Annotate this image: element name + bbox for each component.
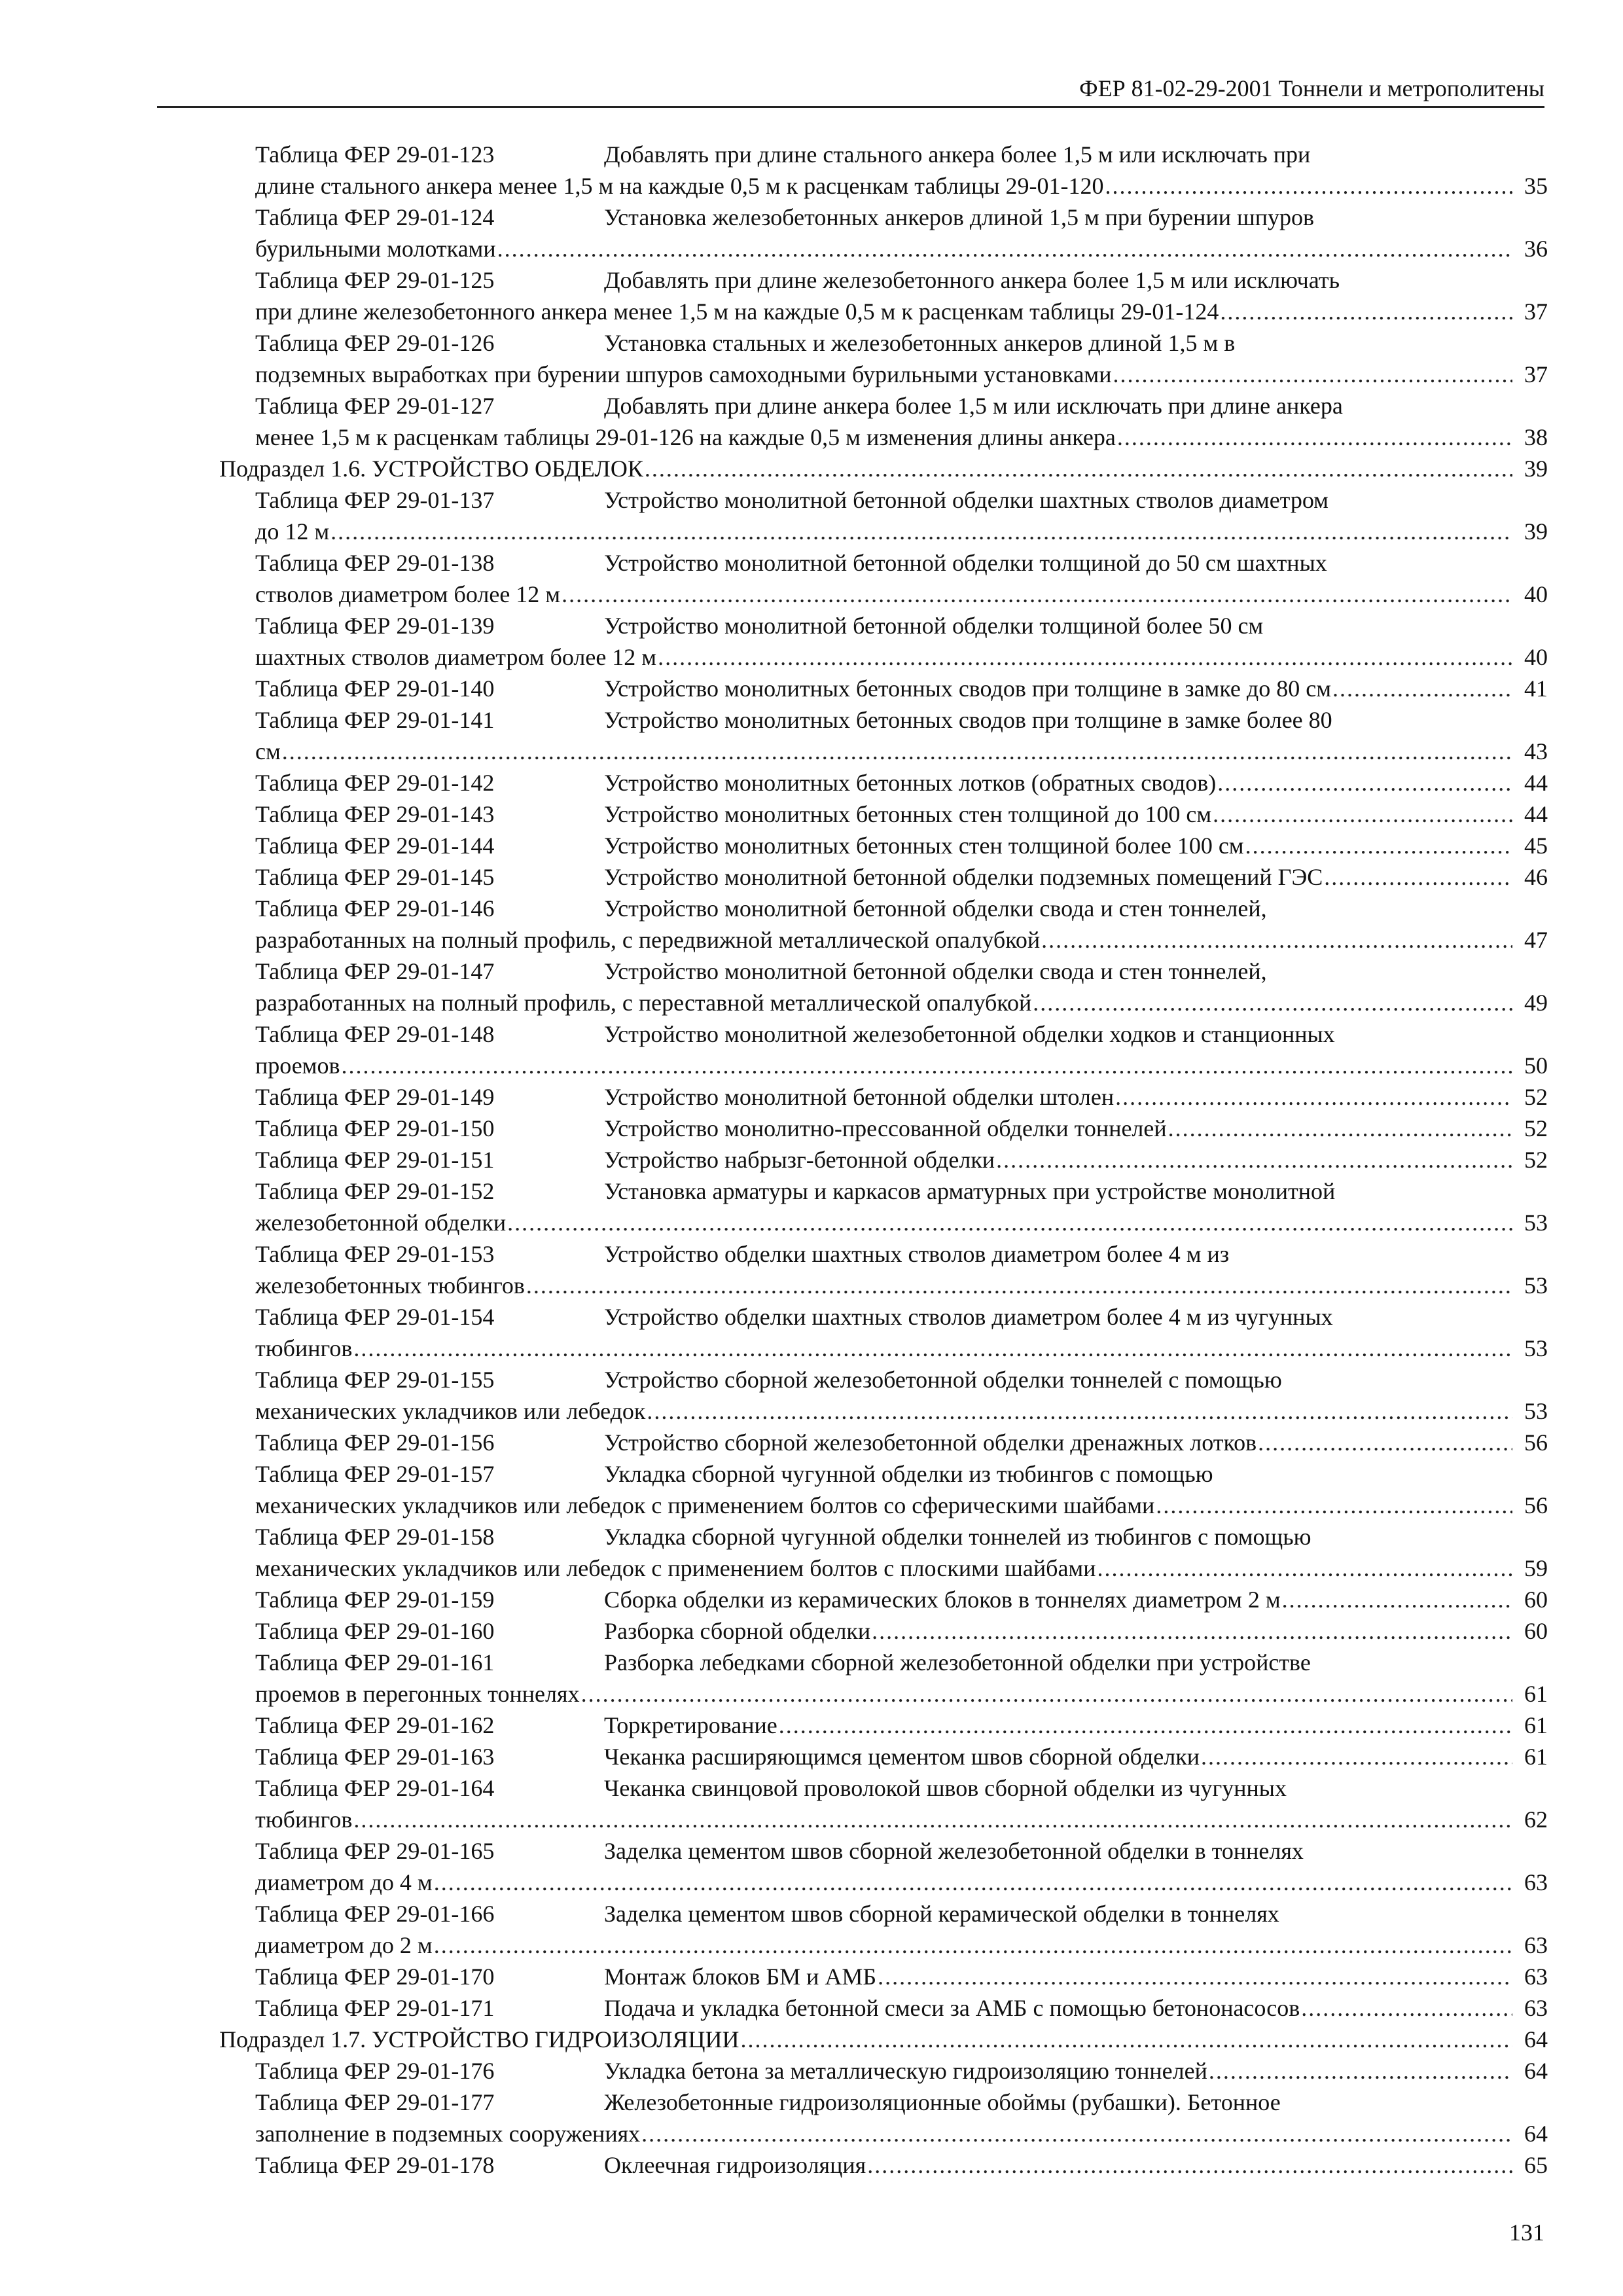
toc-entry-line	[219, 484, 1548, 516]
toc-entry-text: Устройство обделки шахтных стволов диаметром более 4 м из	[604, 1241, 1230, 1267]
toc-entry-text: диаметром до 2 м	[255, 1932, 433, 1958]
toc-table-label: Таблица ФЕР 29-01-151	[255, 1147, 495, 1173]
dot-leader	[434, 1867, 1512, 1898]
toc-page-number: 40	[1524, 581, 1548, 607]
toc-entry-text: Устройство монолитно-прессованной обделки тоннелей	[604, 1115, 1167, 1141]
dot-leader	[872, 1615, 1512, 1647]
toc-table-label: Таблица ФЕР 29-01-141	[255, 707, 495, 733]
dot-leader	[353, 1333, 1512, 1364]
toc-page-number: 65	[1524, 2152, 1548, 2178]
toc-page-number: 39	[1524, 456, 1548, 482]
running-header	[157, 71, 1544, 108]
toc-entry-line	[219, 1741, 1548, 1772]
toc-table-label: Таблица ФЕР 29-01-156	[255, 1429, 495, 1456]
dot-leader	[1115, 1081, 1512, 1113]
toc-entry-text: бурильными молотками	[255, 236, 496, 262]
toc-entry-line	[219, 579, 1548, 610]
toc-page-number: 40	[1524, 644, 1548, 670]
dot-leader	[1097, 1552, 1512, 1584]
dot-leader	[779, 1710, 1512, 1741]
dot-leader	[526, 1270, 1512, 1301]
dot-leader	[1301, 1992, 1512, 2024]
dot-leader	[497, 233, 1512, 264]
toc-entry-text: Заделка цементом швов сборной железобетонной обделки в тоннелях	[604, 1838, 1304, 1864]
toc-entry-line	[219, 1050, 1548, 1081]
toc-entry-text: Чеканка свинцовой проволокой швов сборной обделки из чугунных	[604, 1775, 1287, 1801]
toc-table-label: Таблица ФЕР 29-01-162	[255, 1712, 495, 1738]
toc-page-number: 41	[1524, 675, 1548, 702]
dot-leader	[1041, 924, 1512, 956]
toc-table-label: Таблица ФЕР 29-01-155	[255, 1367, 495, 1393]
toc-entry-text: до 12 м	[255, 518, 330, 545]
toc-page-number: 53	[1524, 1398, 1548, 1424]
toc-entry-text: Чеканка расширяющимся цементом швов сборной обделки	[604, 1744, 1200, 1770]
toc-table-label: Таблица ФЕР 29-01-144	[255, 833, 495, 859]
toc-entry-text: Укладка сборной чугунной обделки тоннелей из тюбингов с помощью	[604, 1524, 1311, 1550]
dot-leader	[282, 736, 1512, 767]
header-title: ФЕР 81-02-29-2001 Тоннели и метрополитены	[1079, 75, 1544, 101]
toc-entry-line	[219, 1301, 1548, 1333]
toc-entry-line	[219, 390, 1548, 422]
toc-entry-line	[219, 1647, 1548, 1678]
toc-table-label: Таблица ФЕР 29-01-146	[255, 895, 495, 922]
toc-entry-line	[219, 987, 1548, 1018]
toc-table-label: Таблица ФЕР 29-01-142	[255, 770, 495, 796]
toc-entry-line	[219, 1395, 1548, 1427]
toc-page-number: 52	[1524, 1084, 1548, 1110]
toc-entry-text: Подача и укладка бетонной смеси за АМБ с помощью бетононасосов	[604, 1995, 1300, 2021]
toc-table-label: Таблица ФЕР 29-01-137	[255, 487, 495, 513]
toc-entry-text: заполнение в подземных сооружениях	[255, 2121, 641, 2147]
toc-entry-text: Укладка бетона за металлическую гидроизоляцию тоннелей	[604, 2058, 1207, 2084]
toc-entry-line	[219, 1992, 1548, 2024]
toc-entry-text: Устройство монолитной бетонной обделки штолен	[604, 1084, 1115, 1110]
toc-entry-line	[219, 1113, 1548, 1144]
toc-table-label: Таблица ФЕР 29-01-165	[255, 1838, 495, 1864]
toc-entry-line	[219, 359, 1548, 390]
toc-table-label: Таблица ФЕР 29-01-127	[255, 393, 495, 419]
dot-leader	[647, 1395, 1512, 1427]
toc-page-number: 63	[1524, 1869, 1548, 1895]
toc-entry-text: механических укладчиков или лебедок	[255, 1398, 646, 1424]
toc-page-number: 53	[1524, 1210, 1548, 1236]
toc-entry-line	[219, 736, 1548, 767]
toc-page-number: 36	[1524, 236, 1548, 262]
toc-table-label: Таблица ФЕР 29-01-159	[255, 1587, 495, 1613]
toc-table-label: Таблица ФЕР 29-01-160	[255, 1618, 495, 1644]
toc-table-label: Таблица ФЕР 29-01-164	[255, 1775, 495, 1801]
toc-entry-text: Устройство монолитных бетонных стен толщиной более 100 см	[604, 833, 1244, 859]
toc-entry-text: Укладка сборной чугунной обделки из тюбингов с помощью	[604, 1461, 1213, 1487]
toc-entry-text: Разборка лебедками сборной железобетонной обделки при устройстве	[604, 1649, 1311, 1676]
toc-table-label: Таблица ФЕР 29-01-177	[255, 2089, 495, 2115]
dot-leader	[562, 579, 1512, 610]
toc-table-label: Таблица ФЕР 29-01-161	[255, 1649, 495, 1676]
toc-page-number: 56	[1524, 1492, 1548, 1518]
toc-page-number: 60	[1524, 1587, 1548, 1613]
toc-page-number: 44	[1524, 770, 1548, 796]
dot-leader	[1332, 673, 1512, 704]
toc-page-number: 61	[1524, 1712, 1548, 1738]
toc-entry-line	[219, 1175, 1548, 1207]
toc-entry-text: Оклеечная гидроизоляция	[604, 2152, 866, 2178]
dot-leader	[581, 1678, 1512, 1710]
toc-entry-line	[219, 1772, 1548, 1804]
toc-table-label: Таблица ФЕР 29-01-138	[255, 550, 495, 576]
toc-table-label: Таблица ФЕР 29-01-157	[255, 1461, 495, 1487]
dot-leader	[1217, 767, 1512, 798]
dot-leader	[1033, 987, 1512, 1018]
toc-entry-line	[219, 610, 1548, 641]
toc-entry-text: Устройство монолитной бетонной обделки свода и стен тоннелей,	[604, 895, 1267, 922]
dot-leader	[1209, 2055, 1512, 2087]
dot-leader	[1117, 422, 1512, 453]
dot-leader	[867, 2149, 1512, 2181]
toc-entry-text: железобетонной обделки	[255, 1210, 507, 1236]
toc-table-label: Таблица ФЕР 29-01-170	[255, 1964, 495, 1990]
toc-page-number: 63	[1524, 1995, 1548, 2021]
toc-entry-line	[219, 1804, 1548, 1835]
toc-entry-line	[219, 2055, 1548, 2087]
toc-table-label: Таблица ФЕР 29-01-178	[255, 2152, 495, 2178]
toc-page-number: 61	[1524, 1744, 1548, 1770]
toc-entry-text: Устройство набрызг-бетонной обделки	[604, 1147, 995, 1173]
dot-leader	[1324, 861, 1512, 893]
toc-entry-text: тюбингов	[255, 1335, 353, 1361]
toc-entry-text: Добавлять при длине стального анкера более 1,5 м или исключать при	[604, 141, 1311, 168]
toc-page-number: 39	[1524, 518, 1548, 545]
toc-entry-text: менее 1,5 м к расценкам таблицы 29-01-126 на каждые 0,5 м изменения длины анкера	[255, 424, 1116, 450]
toc-entry-line	[219, 264, 1548, 296]
toc-entry-text: Устройство монолитной бетонной обделки подземных помещений ГЭС	[604, 864, 1323, 890]
toc-page-number: 53	[1524, 1335, 1548, 1361]
toc-entry-line	[219, 1615, 1548, 1647]
toc-entry-text: Установка железобетонных анкеров длиной 1,5 м при бурении шпуров	[604, 204, 1314, 230]
toc-entry-line	[219, 233, 1548, 264]
toc-entry-text: при длине железобетонного анкера менее 1,5 м на каждые 0,5 м к расценкам таблицы 29-01-124	[255, 298, 1219, 325]
toc-entry-line	[219, 830, 1548, 861]
toc-entry-text: Устройство обделки шахтных стволов диаметром более 4 м из чугунных	[604, 1304, 1333, 1330]
page-number: 131	[1509, 2219, 1544, 2246]
toc-entry-text: тюбингов	[255, 1806, 353, 1833]
toc-entry-line	[219, 1207, 1548, 1238]
toc-page-number: 53	[1524, 1272, 1548, 1299]
toc-entry-line	[219, 956, 1548, 987]
toc-page-number: 60	[1524, 1618, 1548, 1644]
toc-entry-line	[219, 547, 1548, 579]
toc-entry-line	[219, 1081, 1548, 1113]
toc-entry-line	[219, 202, 1548, 233]
toc-table-label: Таблица ФЕР 29-01-176	[255, 2058, 495, 2084]
toc-entry-text: длине стального анкера менее 1,5 м на каждые 0,5 м к расценкам таблицы 29-01-120	[255, 173, 1104, 199]
dot-leader	[1213, 798, 1512, 830]
toc-page-number: 45	[1524, 833, 1548, 859]
toc-entry-text: подземных выработках при бурении шпуров самоходными бурильными установками	[255, 361, 1112, 387]
toc-section-line	[219, 2024, 1548, 2055]
toc-entry-line	[219, 422, 1548, 453]
dot-leader	[330, 516, 1512, 547]
toc-page-number: 52	[1524, 1115, 1548, 1141]
toc-page-number: 47	[1524, 927, 1548, 953]
toc-entry-text: механических укладчиков или лебедок с применением болтов с плоскими шайбами	[255, 1555, 1096, 1581]
toc-entry-text: механических укладчиков или лебедок с применением болтов со сферическими шайбами	[255, 1492, 1155, 1518]
toc-entry-line	[219, 516, 1548, 547]
toc-table-label: Таблица ФЕР 29-01-152	[255, 1178, 495, 1204]
toc-entry-text: Подраздел 1.7. УСТРОЙСТВО ГИДРОИЗОЛЯЦИИ	[219, 2026, 740, 2053]
toc-entry-line	[219, 2087, 1548, 2118]
toc-page-number: 49	[1524, 990, 1548, 1016]
toc-entry-text: Железобетонные гидроизоляционные обоймы (рубашки). Бетонное	[604, 2089, 1281, 2115]
dot-leader	[741, 2024, 1512, 2055]
toc-table-label: Таблица ФЕР 29-01-163	[255, 1744, 495, 1770]
dot-leader	[1245, 830, 1512, 861]
toc-entry-text: Устройство сборной железобетонной обделки дренажных лотков	[604, 1429, 1257, 1456]
toc-entry-line	[219, 767, 1548, 798]
toc-section-line	[219, 453, 1548, 484]
toc-page-number: 52	[1524, 1147, 1548, 1173]
dot-leader	[353, 1804, 1512, 1835]
toc-page-number: 37	[1524, 361, 1548, 387]
toc-page-number: 43	[1524, 738, 1548, 764]
toc-table-label: Таблица ФЕР 29-01-125	[255, 267, 495, 293]
toc-page-number: 64	[1524, 2058, 1548, 2084]
dot-leader	[878, 1961, 1512, 1992]
toc-entry-line	[219, 861, 1548, 893]
toc-entry-text: Устройство монолитной бетонной обделки толщиной более 50 см	[604, 613, 1264, 639]
toc-entry-text: проемов	[255, 1052, 340, 1079]
toc-entry-line	[219, 139, 1548, 170]
toc-entry-line	[219, 1929, 1548, 1961]
toc-entry-line	[219, 1364, 1548, 1395]
toc-entry-text: Разборка сборной обделки	[604, 1618, 871, 1644]
toc-entry-text: Монтаж блоков БМ и АМБ	[604, 1964, 877, 1990]
toc-entry-line	[219, 1144, 1548, 1175]
toc-table-label: Таблица ФЕР 29-01-126	[255, 330, 495, 356]
dot-leader	[1201, 1741, 1512, 1772]
dot-leader	[658, 641, 1512, 673]
toc-entry-line	[219, 1458, 1548, 1490]
toc-page-number: 38	[1524, 424, 1548, 450]
toc-entry-line	[219, 296, 1548, 327]
table-of-contents	[219, 139, 1548, 2181]
toc-page-number: 46	[1524, 864, 1548, 890]
toc-entry-line	[219, 1678, 1548, 1710]
toc-entry-text: Устройство монолитной бетонной обделки свода и стен тоннелей,	[604, 958, 1267, 984]
toc-table-label: Таблица ФЕР 29-01-145	[255, 864, 495, 890]
toc-entry-line	[219, 1835, 1548, 1867]
toc-entry-line	[219, 2149, 1548, 2181]
toc-entry-line	[219, 673, 1548, 704]
toc-entry-text: Торкретирование	[604, 1712, 777, 1738]
toc-entry-text: диаметром до 4 м	[255, 1869, 433, 1895]
toc-entry-text: Добавлять при длине анкера более 1,5 м или исключать при длине анкера	[604, 393, 1343, 419]
toc-page-number: 59	[1524, 1555, 1548, 1581]
toc-entry-line	[219, 1333, 1548, 1364]
toc-entry-text: разработанных на полный профиль, с передвижной металлической опалубкой	[255, 927, 1041, 953]
toc-page-number: 37	[1524, 298, 1548, 325]
toc-entry-line	[219, 1270, 1548, 1301]
dot-leader	[341, 1050, 1512, 1081]
toc-entry-line	[219, 924, 1548, 956]
toc-entry-text: Установка арматуры и каркасов арматурных при устройстве монолитной	[604, 1178, 1336, 1204]
toc-table-label: Таблица ФЕР 29-01-139	[255, 613, 495, 639]
toc-entry-line	[219, 641, 1548, 673]
toc-entry-line	[219, 1584, 1548, 1615]
toc-table-label: Таблица ФЕР 29-01-147	[255, 958, 495, 984]
toc-entry-text: Устройство монолитной железобетонной обделки ходков и станционных	[604, 1021, 1335, 1047]
toc-table-label: Таблица ФЕР 29-01-124	[255, 204, 495, 230]
dot-leader	[1156, 1490, 1512, 1521]
dot-leader	[434, 1929, 1512, 1961]
toc-page-number: 62	[1524, 1806, 1548, 1833]
toc-page-number: 44	[1524, 801, 1548, 827]
toc-entry-text: разработанных на полный профиль, с переставной металлической опалубкой	[255, 990, 1032, 1016]
toc-page-number: 64	[1524, 2026, 1548, 2053]
toc-page-number: 50	[1524, 1052, 1548, 1079]
toc-entry-text: проемов в перегонных тоннелях	[255, 1681, 580, 1707]
toc-table-label: Таблица ФЕР 29-01-149	[255, 1084, 495, 1110]
toc-entry-text: Устройство сборной железобетонной обделки тоннелей с помощью	[604, 1367, 1282, 1393]
dot-leader	[641, 2118, 1512, 2149]
toc-table-label: Таблица ФЕР 29-01-154	[255, 1304, 495, 1330]
dot-leader	[1168, 1113, 1512, 1144]
toc-entry-line	[219, 1710, 1548, 1741]
toc-entry-line	[219, 170, 1548, 202]
toc-page-number: 63	[1524, 1932, 1548, 1958]
toc-entry-line	[219, 1961, 1548, 1992]
toc-entry-text: Добавлять при длине железобетонного анкера более 1,5 м или исключать	[604, 267, 1340, 293]
toc-table-label: Таблица ФЕР 29-01-123	[255, 141, 495, 168]
toc-entry-line	[219, 1427, 1548, 1458]
toc-entry-line	[219, 1867, 1548, 1898]
toc-page-number: 56	[1524, 1429, 1548, 1456]
toc-table-label: Таблица ФЕР 29-01-171	[255, 1995, 495, 2021]
toc-table-label: Таблица ФЕР 29-01-150	[255, 1115, 495, 1141]
dot-leader	[996, 1144, 1512, 1175]
toc-table-label: Таблица ФЕР 29-01-153	[255, 1241, 495, 1267]
toc-entry-text: Установка стальных и железобетонных анкеров длиной 1,5 м в	[604, 330, 1236, 356]
toc-entry-line	[219, 798, 1548, 830]
toc-entry-text: Устройство монолитной бетонной обделки толщиной до 50 см шахтных	[604, 550, 1327, 576]
dot-leader	[1258, 1427, 1512, 1458]
toc-entry-text: Устройство монолитных бетонных лотков (обратных сводов)	[604, 770, 1217, 796]
toc-entry-line	[219, 1018, 1548, 1050]
toc-entry-text: Устройство монолитных бетонных сводов при толщине в замке до 80 см	[604, 675, 1331, 702]
toc-table-label: Таблица ФЕР 29-01-148	[255, 1021, 495, 1047]
toc-entry-line	[219, 704, 1548, 736]
toc-entry-text: Заделка цементом швов сборной керамической обделки в тоннелях	[604, 1901, 1279, 1927]
toc-entry-text: см	[255, 738, 281, 764]
dot-leader	[1282, 1584, 1512, 1615]
toc-entry-text: железобетонных тюбингов	[255, 1272, 525, 1299]
toc-entry-text: Подраздел 1.6. УСТРОЙСТВО ОБДЕЛОК	[219, 456, 643, 482]
toc-entry-line	[219, 1898, 1548, 1929]
toc-entry-text: Устройство монолитных бетонных стен толщиной до 100 см	[604, 801, 1212, 827]
dot-leader	[1113, 359, 1512, 390]
toc-table-label: Таблица ФЕР 29-01-158	[255, 1524, 495, 1550]
toc-entry-line	[219, 1238, 1548, 1270]
toc-table-label: Таблица ФЕР 29-01-143	[255, 801, 495, 827]
toc-page-number: 61	[1524, 1681, 1548, 1707]
dot-leader	[645, 453, 1512, 484]
toc-table-label: Таблица ФЕР 29-01-140	[255, 675, 495, 702]
toc-entry-line	[219, 1521, 1548, 1552]
toc-entry-text: Устройство монолитной бетонной обделки шахтных стволов диаметром	[604, 487, 1329, 513]
toc-entry-line	[219, 2118, 1548, 2149]
toc-entry-line	[219, 1552, 1548, 1584]
toc-entry-line	[219, 1490, 1548, 1521]
toc-entry-line	[219, 327, 1548, 359]
toc-entry-text: шахтных стволов диаметром более 12 м	[255, 644, 657, 670]
toc-page-number: 64	[1524, 2121, 1548, 2147]
dot-leader	[1220, 296, 1512, 327]
toc-page-number: 35	[1524, 173, 1548, 199]
toc-entry-text: Сборка обделки из керамических блоков в тоннелях диаметром 2 м	[604, 1587, 1281, 1613]
toc-table-label: Таблица ФЕР 29-01-166	[255, 1901, 495, 1927]
toc-entry-text: Устройство монолитных бетонных сводов при толщине в замке более 80	[604, 707, 1332, 733]
toc-entry-text: стволов диаметром более 12 м	[255, 581, 561, 607]
dot-leader	[1105, 170, 1512, 202]
dot-leader	[507, 1207, 1512, 1238]
toc-entry-line	[219, 893, 1548, 924]
toc-page-number: 63	[1524, 1964, 1548, 1990]
